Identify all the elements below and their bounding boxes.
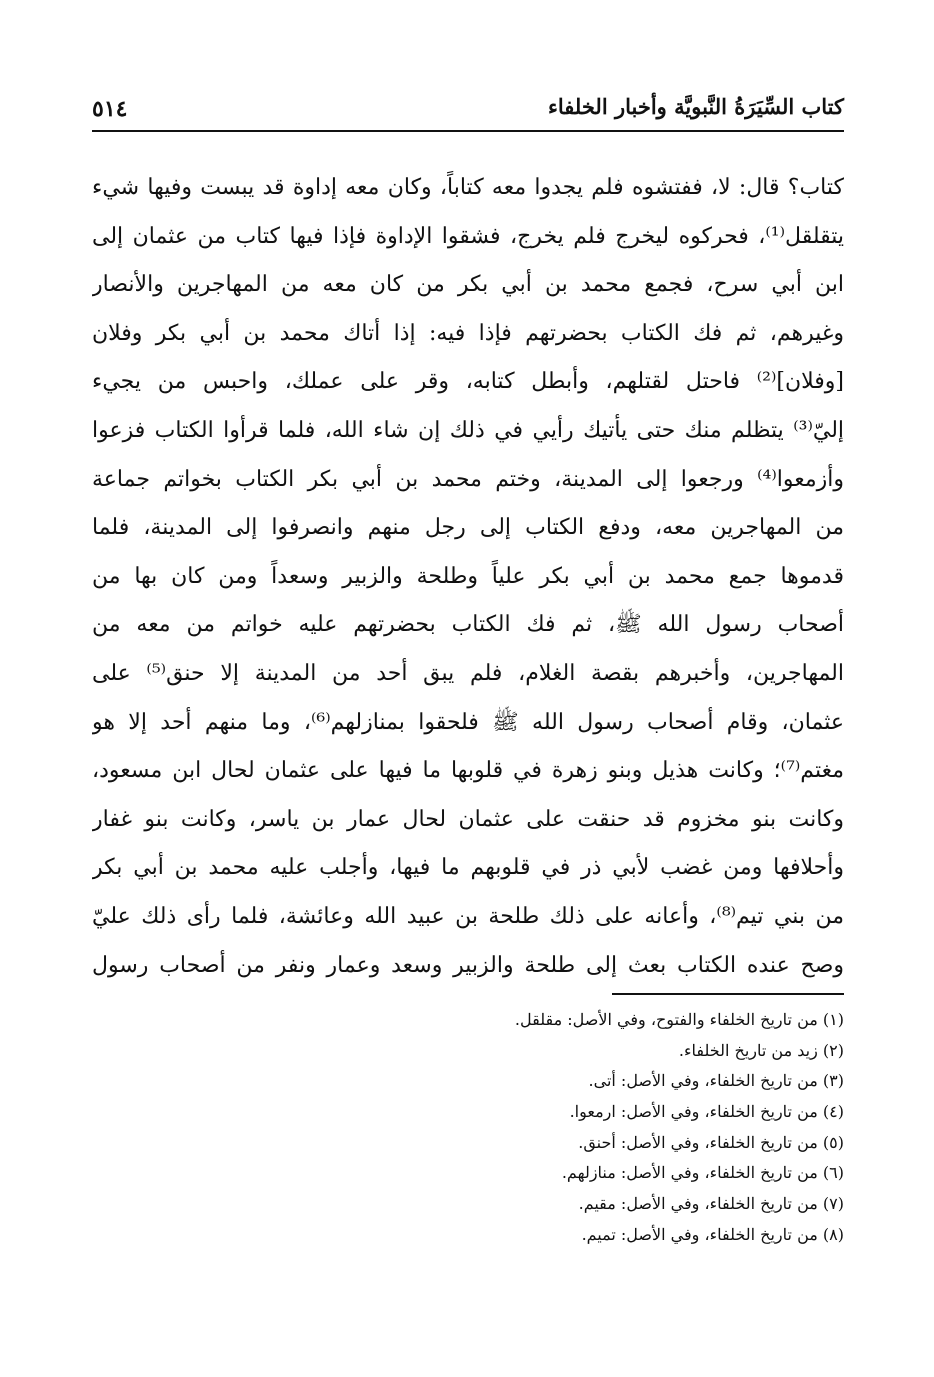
body-line: من بني تيم⁽⁸⁾، وأعانه على ذلك طلحة بن عبيد الله وعائشة، فلما رأى ذلك عليّ — [92, 903, 844, 929]
body-line: وكانت بنو مخزوم قد حنقت على عثمان لحال عمار بن ياسر، وكانت بنو غفار — [92, 806, 844, 832]
footnotes — [344, 1006, 844, 1252]
body-line: ابن أبي سرح، فجمع محمد بن أبي بكر من كان معه من المهاجرين والأنصار — [92, 272, 844, 298]
footnote-item: (٥) من تاريخ الخلفاء، وفي الأصل: أحنق. — [578, 1132, 844, 1152]
body-line: أصحاب رسول الله ﷺ، ثم فك الكتاب بحضرتهم عليه خواتم من معه من — [92, 612, 844, 638]
footnote-item: (١) من تاريخ الخلفاء والفتوح، وفي الأصل: مقلقل. — [514, 1010, 844, 1029]
body-line: [وفلان]⁽²⁾ فاحتل لقتلهم، وأبطل كتابه، وقر على عملك، واحبس من يجيء — [92, 369, 844, 395]
footnote-item: (٤) من تاريخ الخلفاء، وفي الأصل: ارمعوا. — [569, 1102, 844, 1122]
running-title: كتاب السِّيَرَةُ النَّبويَّة وأخبار الخلفاء — [548, 94, 844, 119]
page-number: ٥١٤ — [92, 96, 128, 122]
body-line: كتاب؟ قال: لا، ففتشوه فلم يجدوا معه كتاباً، وكان معه إداوة قد يبست وفيها شيء — [92, 175, 844, 200]
footnote-item: (٢) زيد من تاريخ الخلفاء. — [678, 1040, 844, 1060]
body-line: إليّ⁽³⁾ يتظلم منك حتى يأتيك رأيي في ذلك إن شاء الله، فلما قرأوا الكتاب فزعوا — [92, 417, 844, 443]
body-line: وأحلافها ومن غضب لأبي ذر في قلوبهم ما فيها، وأجلب عليه محمد بن أبي بكر — [92, 855, 844, 881]
body-line: عثمان، وقام أصحاب رسول الله ﷺ فلحقوا بمنازلهم⁽⁶⁾، وما منهم أحد إلا هو — [92, 709, 844, 735]
body-line: يتقلقل⁽¹⁾، فحركوه ليخرج فلم يخرج، فشقوا الإداوة فإذا فيها كتاب من عثمان إلى — [92, 223, 844, 249]
body-line: وغيرهم، ثم فك الكتاب بحضرتهم فإذا فيه: إذا أتاك محمد بن أبي بكر وفلان — [92, 320, 844, 346]
header-rule — [92, 130, 844, 132]
footnote-item: (٦) من تاريخ الخلفاء، وفي الأصل: منازلهم. — [561, 1163, 844, 1183]
body-line: وصح عنده الكتاب بعث إلى طلحة والزبير وسعد وعمار ونفر من أصحاب رسول — [92, 952, 844, 978]
body-text — [92, 168, 844, 994]
footnote-item: (٣) من تاريخ الخلفاء، وفي الأصل: أتى. — [588, 1071, 844, 1091]
body-line: مغتم⁽⁷⁾؛ وكانت هذيل وبنو زهرة في قلوبها ما فيها على عثمان لحال ابن مسعود، — [92, 758, 844, 784]
footnote-item: (٨) من تاريخ الخلفاء، وفي الأصل: تميم. — [581, 1224, 844, 1244]
body-line: قدموها جمع محمد بن أبي بكر علياً وطلحة والزبير وسعداً ومن كان بها من — [92, 563, 844, 589]
body-line: من المهاجرين معه، ودفع الكتاب إلى رجل منهم وانصرفوا إلى المدينة، فلما — [92, 515, 844, 541]
page-header — [92, 92, 844, 126]
footnote-item: (٧) من تاريخ الخلفاء، وفي الأصل: مقيم. — [578, 1194, 844, 1214]
body-line: المهاجرين، وأخبرهم بقصة الغلام، فلم يبق أحد من المدينة إلا حنق⁽⁵⁾ على — [92, 660, 844, 686]
body-line: وأزمعوا⁽⁴⁾ ورجعوا إلى المدينة، وختم محمد بن أبي بكر الكتاب بخواتم جماعة — [92, 466, 844, 492]
footnote-separator — [612, 993, 844, 995]
